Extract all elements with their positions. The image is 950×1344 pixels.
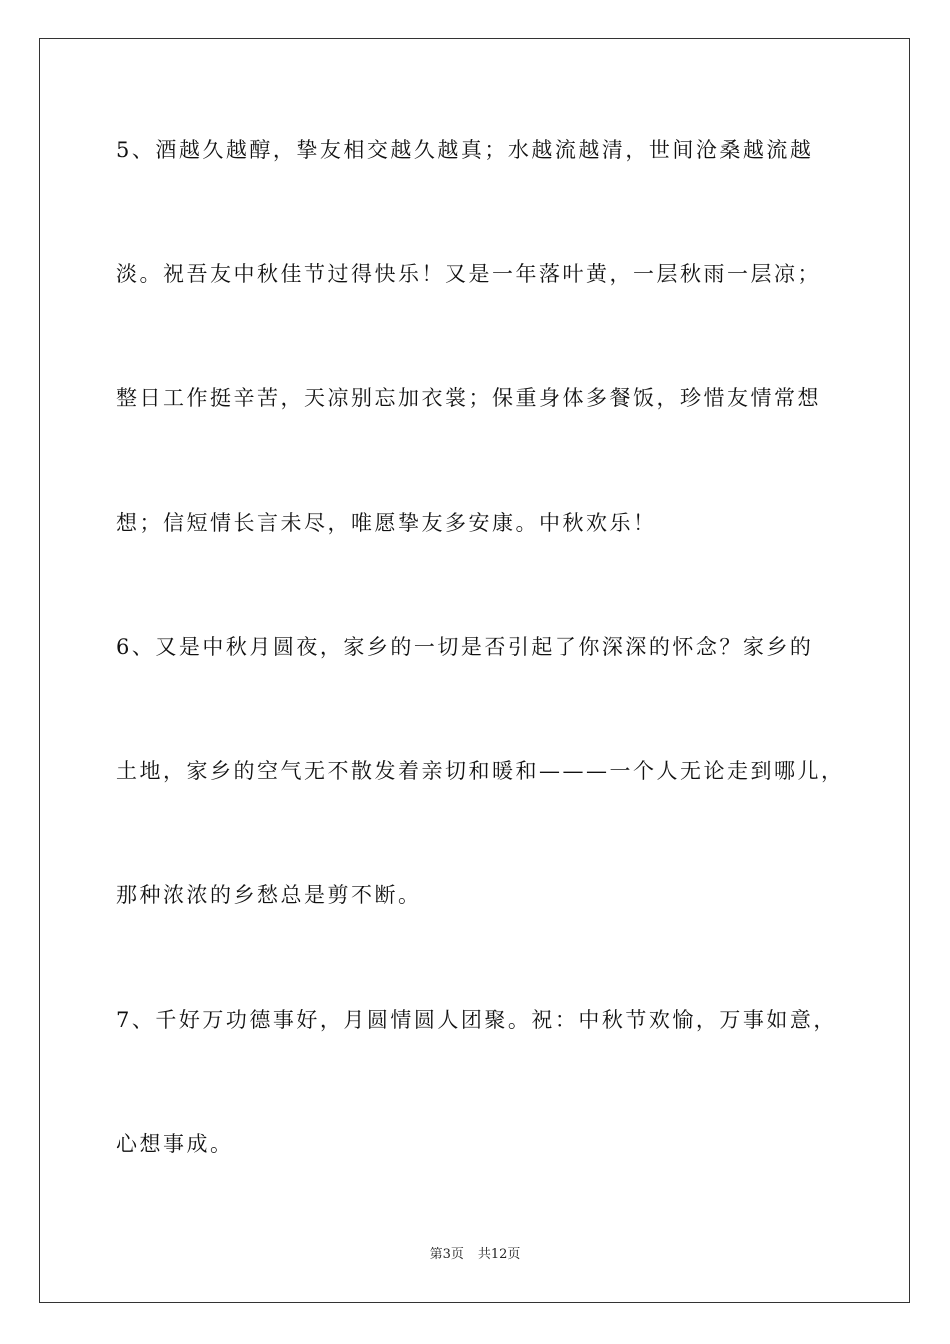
- paragraph-6-line-3: 那种浓浓的乡愁总是剪不断。: [116, 883, 422, 907]
- paragraph-7-line-2: 心想事成。: [116, 1132, 234, 1156]
- page-total: 共12页: [477, 1247, 521, 1262]
- paragraph-5-line-2: 淡。祝吾友中秋佳节过得快乐！又是一年落叶黄，一层秋雨一层凉；: [116, 262, 821, 286]
- paragraph-6-line-2: 土地，家乡的空气无不散发着亲切和暖和———一个人无论走到哪儿，: [116, 759, 845, 783]
- paragraph-5-line-3: 整日工作挺辛苦，天凉别忘加衣裳；保重身体多餐饭，珍惜友情常想: [116, 386, 821, 410]
- page-number: 第3页: [429, 1247, 464, 1262]
- paragraph-5-line-4: 想；信短情长言未尽，唯愿挚友多安康。中秋欢乐！: [116, 511, 657, 535]
- paragraph-6-line-1: 6、又是中秋月圆夜，家乡的一切是否引起了你深深的怀念？家乡的: [116, 635, 814, 659]
- page-frame: [39, 38, 910, 1303]
- paragraph-5-line-1: 5、酒越久越醇，挚友相交越久越真；水越流越清，世间沧桑越流越: [116, 138, 814, 162]
- paragraph-7-line-1: 7、千好万功德事好，月圆情圆人团聚。祝：中秋节欢愉，万事如意，: [116, 1008, 837, 1032]
- page-footer: [0, 1247, 950, 1263]
